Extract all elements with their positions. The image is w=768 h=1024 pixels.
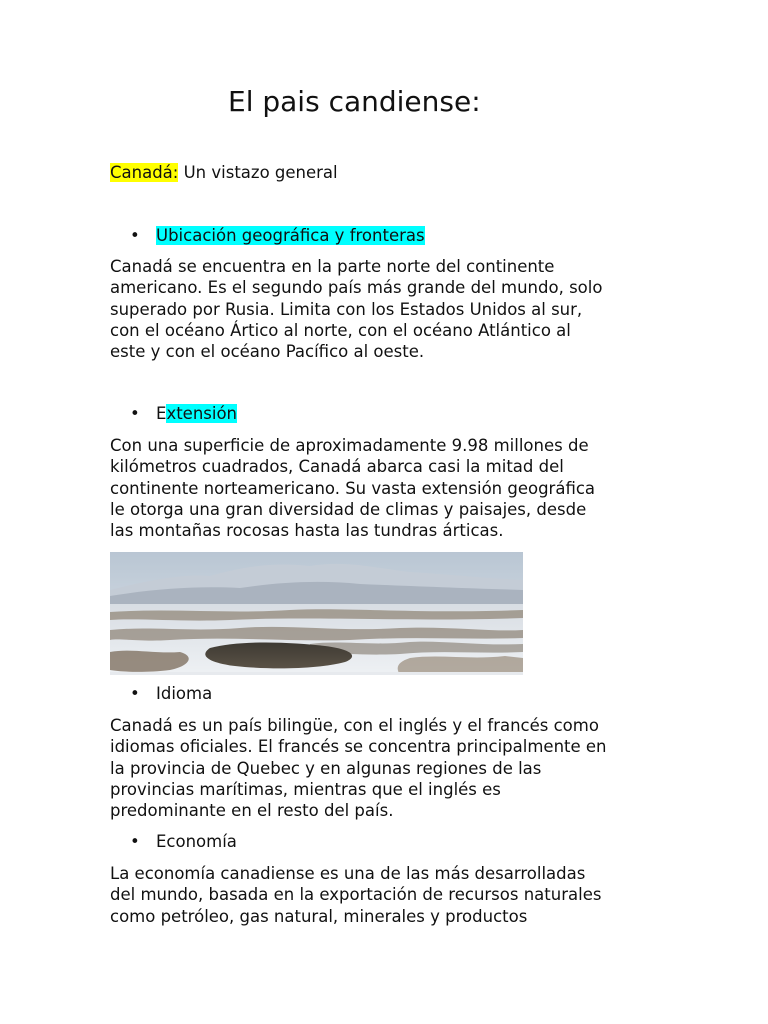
paragraph-line: Canadá se encuentra en la parte norte del continente: [110, 257, 555, 276]
paragraph-line: las montañas rocosas hasta las tundras árticas.: [110, 521, 504, 541]
paragraph-line: kilómetros cuadrados, Canadá abarca casi la mitad del: [110, 457, 564, 477]
heading-plain: E: [156, 404, 167, 423]
paragraph-line: idiomas oficiales. El francés se concentra principalmente en: [110, 737, 607, 757]
paragraph-line: continente norteamericano. Su vasta extensión geográfica: [110, 478, 596, 498]
paragraph-line: predominante en el resto del país.: [110, 801, 394, 821]
paragraph-line: del mundo, basada en la exportación de recursos naturales: [110, 885, 602, 905]
bullet-dot: •: [130, 404, 140, 423]
heading-highlight: xtensión: [166, 404, 238, 423]
subtitle: [110, 162, 338, 184]
paragraph-line: Con una superficie de aproximadamente 9.98 millones de: [110, 436, 589, 455]
heading-plain: Economía: [156, 832, 237, 851]
bullet-dot: •: [130, 226, 140, 245]
paragraph-line: superado por Rusia. Limita con los Estados Unidos al sur,: [110, 299, 583, 319]
paragraph-line: la provincia de Quebec y en algunas regiones de las: [110, 758, 542, 778]
paragraph-line: americano. Es el segundo país más grande del mundo, solo: [110, 278, 603, 298]
tundra-landscape-photo: [110, 552, 523, 675]
paragraph-line: como petróleo, gas natural, minerales y productos: [110, 906, 528, 926]
paragraph-line: provincias marítimas, mientras que el inglés es: [110, 779, 501, 799]
paragraph-economia: [110, 863, 670, 927]
bullet-heading-extension: [130, 403, 237, 425]
heading-highlight: Ubicación geográfica y fronteras: [156, 226, 425, 245]
paragraph-ubicacion: [110, 256, 670, 362]
page-title: El pais candiense:: [228, 85, 481, 118]
bullet-dot: •: [130, 832, 140, 851]
paragraph-extension: [110, 435, 670, 541]
bullet-heading-economia: [130, 831, 237, 853]
paragraph-line: Canadá es un país bilingüe, con el inglés y el francés como: [110, 716, 599, 735]
paragraph-line: La economía canadiense es una de las más desarrolladas: [110, 864, 586, 883]
bullet-heading-idioma: [130, 683, 212, 705]
paragraph-idioma: [110, 715, 670, 821]
bullet-heading-ubicacion: [130, 225, 425, 247]
paragraph-line: con el océano Ártico al norte, con el océano Atlántico al: [110, 320, 571, 340]
paragraph-line: este y con el océano Pacífico al oeste.: [110, 342, 425, 362]
subtitle-highlight: Canadá:: [110, 163, 179, 182]
bullet-dot: •: [130, 684, 140, 703]
heading-plain: Idioma: [156, 684, 213, 703]
subtitle-rest: Un vistazo general: [178, 163, 338, 182]
paragraph-line: le otorga una gran diversidad de climas y paisajes, desde: [110, 499, 587, 519]
